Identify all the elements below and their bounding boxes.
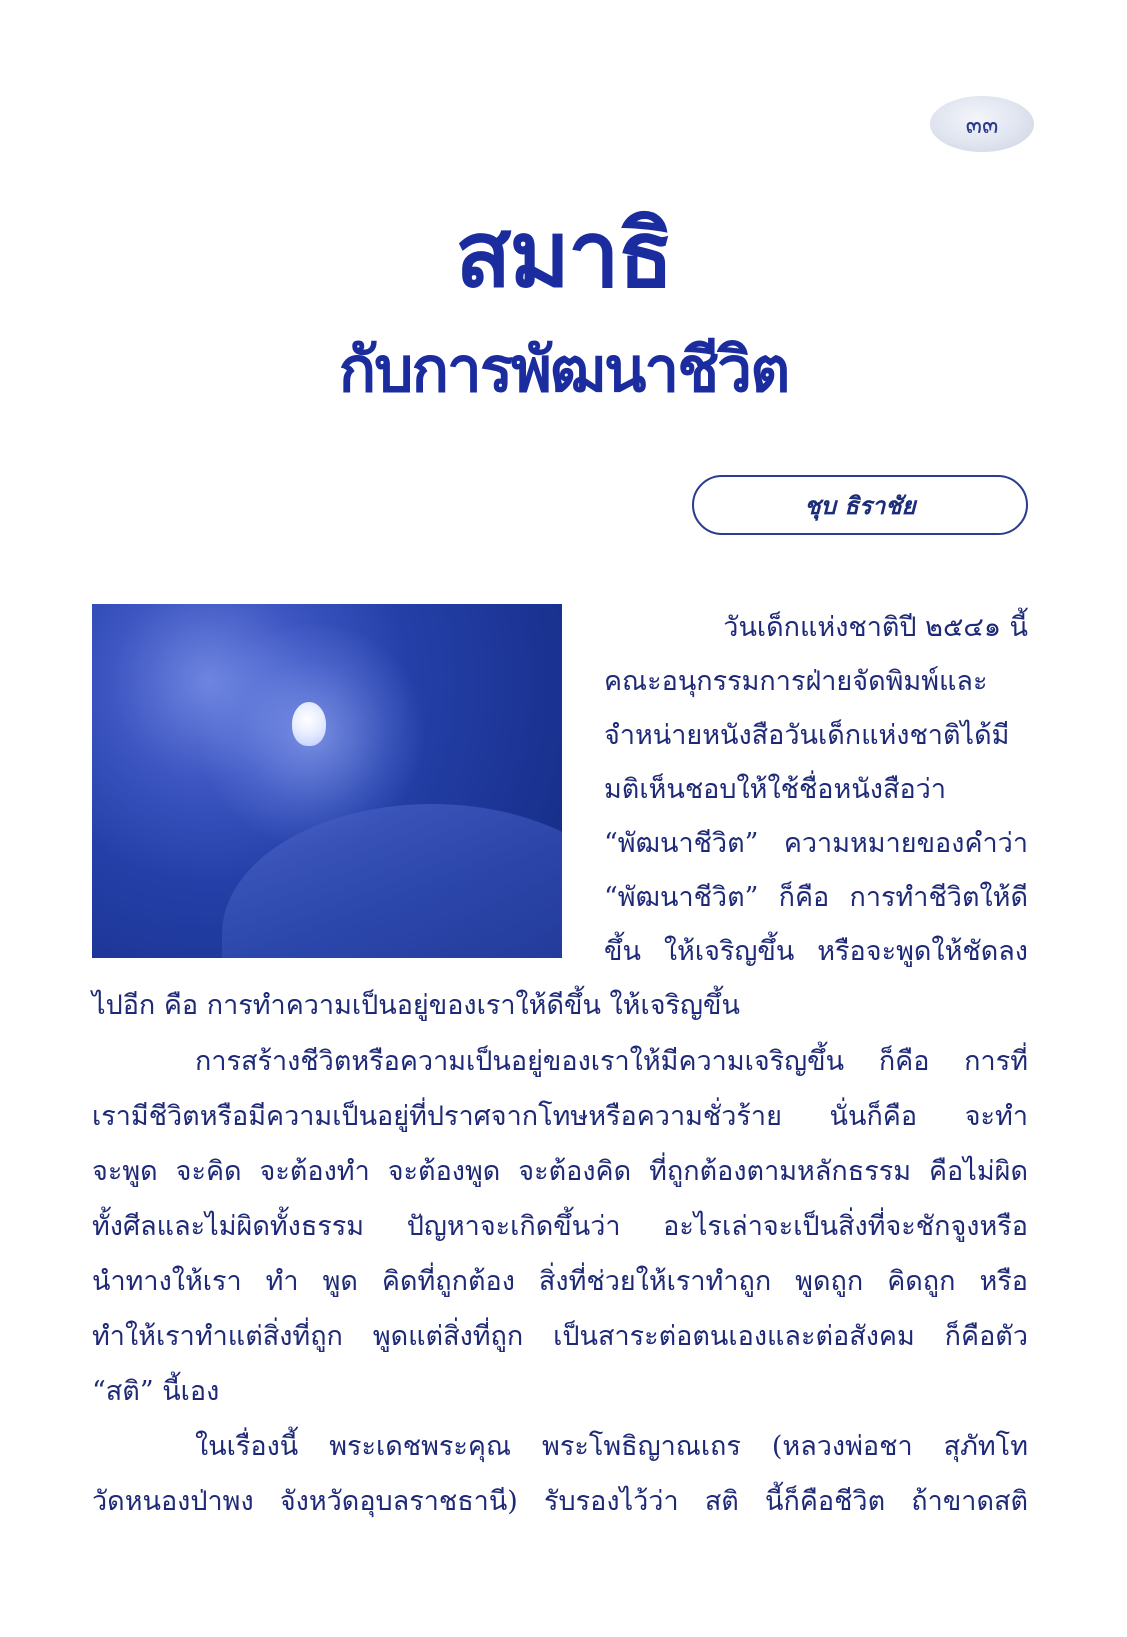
- author-name: ชุบ ธิราชัย: [804, 490, 916, 520]
- meditation-candle-image: [92, 604, 562, 958]
- article-title: สมาธิ: [455, 201, 672, 308]
- page-number-badge: [930, 96, 1034, 152]
- page-number: ๓๓: [965, 110, 999, 139]
- paragraph-line: เรามีชีวิตหรือมีความเป็นอยู่ที่ปราศจากโทษหรือความชั่วร้าย นั่นก็คือ จะทำ: [92, 1101, 1028, 1132]
- paragraph-line: ในเรื่องนี้ พระเดชพระคุณ พระโพธิญาณเถร (หลวงพ่อชา สุภัทโท: [195, 1431, 1028, 1462]
- paragraph-line: จะพูด จะคิด จะต้องทำ จะต้องพูด จะต้องคิด ที่ถูกต้องตามหลักธรรม คือไม่ผิด: [92, 1156, 1028, 1187]
- paragraph-line: ขึ้น ให้เจริญขึ้น หรือจะพูดให้ชัดลง: [604, 936, 1028, 967]
- paragraph-line: คณะอนุกรรมการฝ่ายจัดพิมพ์และ: [604, 666, 988, 697]
- paragraph-line: การสร้างชีวิตหรือความเป็นอยู่ของเราให้มีความเจริญขึ้น ก็คือ การที่: [195, 1046, 1028, 1077]
- paragraph-line: “พัฒนาชีวิต” ก็คือ การทำชีวิตให้ดี: [604, 882, 1028, 913]
- author-byline: [692, 475, 1028, 535]
- paragraph-line: นำทางให้เรา ทำ พูด คิดที่ถูกต้อง สิ่งที่ช่วยให้เราทำถูก พูดถูก คิดถูก หรือ: [92, 1266, 1028, 1297]
- article-subtitle: กับการพัฒนาชีวิต: [338, 333, 789, 406]
- paragraph-line: “พัฒนาชีวิต” ความหมายของคำว่า: [604, 828, 1028, 859]
- paragraph-line: “สติ” นี้เอง: [92, 1376, 220, 1407]
- paragraph-line: จำหน่ายหนังสือวันเด็กแห่งชาติได้มี: [604, 720, 1010, 751]
- paragraph-line: ไปอีก คือ การทำความเป็นอยู่ของเราให้ดีขึ้น ให้เจริญขึ้น: [92, 990, 740, 1021]
- paragraph-line: วันเด็กแห่งชาติปี ๒๕๔๑ นี้: [723, 612, 1028, 643]
- paragraph-line: วัดหนองป่าพง จังหวัดอุบลราชธานี) รับรองไว้ว่า สติ นี้ก็คือชีวิต ถ้าขาดสติ: [92, 1486, 1028, 1517]
- candle-flame: [292, 702, 326, 746]
- paragraph-line: มติเห็นชอบให้ใช้ชื่อหนังสือว่า: [604, 774, 946, 805]
- paragraph-line: ทั้งศีลและไม่ผิดทั้งธรรม ปัญหาจะเกิดขึ้นว่า อะไรเล่าจะเป็นสิ่งที่จะชักจูงหรือ: [92, 1211, 1028, 1242]
- paragraph-line: ทำให้เราทำแต่สิ่งที่ถูก พูดแต่สิ่งที่ถูก เป็นสาระต่อตนเองและต่อสังคม ก็คือตัว: [92, 1321, 1028, 1352]
